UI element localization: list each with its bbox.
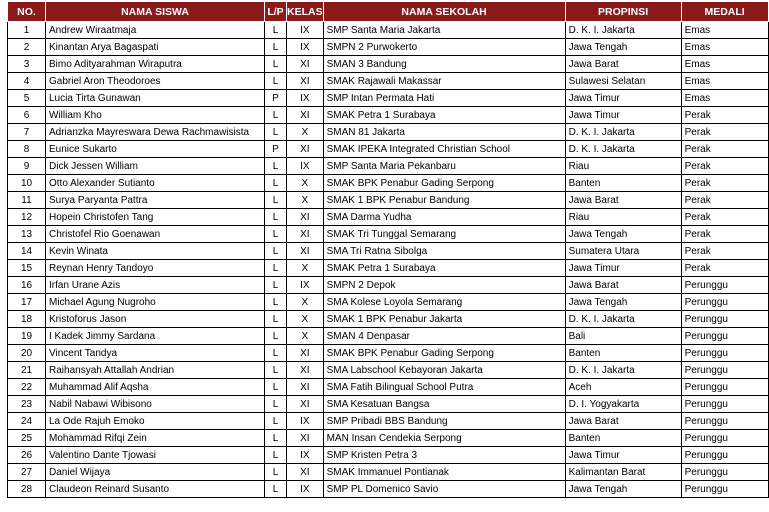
cell-nama-sekolah: SMAK Rajawali Makassar [323, 73, 565, 90]
table-row [8, 430, 769, 447]
cell-lp: L [265, 175, 287, 192]
cell-lp: L [265, 379, 287, 396]
table-row [8, 464, 769, 481]
cell-nama-sekolah: SMP Intan Permata Hati [323, 90, 565, 107]
cell-propinsi: Jawa Barat [565, 56, 681, 73]
table-row [8, 90, 769, 107]
cell-kelas: XI [287, 243, 324, 260]
cell-medali: Perak [681, 243, 768, 260]
cell-no: 4 [8, 73, 46, 90]
cell-nama-siswa: Raihansyah Attallah Andrian [46, 362, 265, 379]
table-row [8, 362, 769, 379]
cell-nama-siswa: Muhammad Alif Aqsha [46, 379, 265, 396]
cell-nama-sekolah: SMAN 81 Jakarta [323, 124, 565, 141]
cell-no: 20 [8, 345, 46, 362]
cell-no: 22 [8, 379, 46, 396]
cell-no: 19 [8, 328, 46, 345]
cell-no: 28 [8, 481, 46, 498]
cell-nama-sekolah: SMAK Tri Tunggal Semarang [323, 226, 565, 243]
cell-medali: Perunggu [681, 294, 768, 311]
cell-nama-sekolah: SMPN 2 Purwokerto [323, 39, 565, 56]
cell-lp: L [265, 328, 287, 345]
table-row [8, 124, 769, 141]
cell-kelas: X [287, 124, 324, 141]
cell-no: 7 [8, 124, 46, 141]
cell-lp: L [265, 107, 287, 124]
cell-lp: L [265, 39, 287, 56]
cell-nama-sekolah: SMP PL Domenico Savio [323, 481, 565, 498]
cell-lp: L [265, 345, 287, 362]
cell-nama-siswa: Adrianzka Mayreswara Dewa Rachmawisista [46, 124, 265, 141]
cell-no: 26 [8, 447, 46, 464]
cell-no: 27 [8, 464, 46, 481]
table-row [8, 413, 769, 430]
cell-medali: Perunggu [681, 379, 768, 396]
cell-nama-sekolah: SMA Kolese Loyola Semarang [323, 294, 565, 311]
table-row [8, 192, 769, 209]
cell-medali: Perunggu [681, 277, 768, 294]
cell-kelas: X [287, 294, 324, 311]
cell-nama-sekolah: SMP Kristen Petra 3 [323, 447, 565, 464]
cell-propinsi: Jawa Timur [565, 90, 681, 107]
cell-propinsi: D. K. I. Jakarta [565, 22, 681, 39]
cell-medali: Emas [681, 90, 768, 107]
cell-kelas: X [287, 175, 324, 192]
header-no: NO. [8, 2, 46, 22]
cell-nama-siswa: I Kadek Jimmy Sardana [46, 328, 265, 345]
cell-medali: Perunggu [681, 413, 768, 430]
cell-nama-sekolah: SMP Pribadi BBS Bandung [323, 413, 565, 430]
cell-no: 5 [8, 90, 46, 107]
cell-lp: L [265, 226, 287, 243]
cell-propinsi: Jawa Barat [565, 192, 681, 209]
cell-nama-siswa: Valentino Dante Tjowasi [46, 447, 265, 464]
cell-propinsi: Banten [565, 175, 681, 192]
cell-kelas: IX [287, 413, 324, 430]
cell-medali: Perunggu [681, 328, 768, 345]
cell-medali: Perak [681, 124, 768, 141]
table-row [8, 328, 769, 345]
cell-lp: L [265, 192, 287, 209]
cell-nama-siswa: Kevin Winata [46, 243, 265, 260]
cell-propinsi: D. I. Yogyakarta [565, 396, 681, 413]
cell-kelas: X [287, 328, 324, 345]
cell-kelas: XI [287, 107, 324, 124]
cell-kelas: XI [287, 464, 324, 481]
table-row [8, 345, 769, 362]
cell-nama-sekolah: SMAK Petra 1 Surabaya [323, 107, 565, 124]
cell-no: 9 [8, 158, 46, 175]
cell-propinsi: D. K. I. Jakarta [565, 141, 681, 158]
cell-lp: L [265, 22, 287, 39]
cell-lp: L [265, 158, 287, 175]
cell-nama-sekolah: MAN Insan Cendekia Serpong [323, 430, 565, 447]
cell-nama-siswa: Mohammad Rifqi Zein [46, 430, 265, 447]
cell-propinsi: Jawa Tengah [565, 294, 681, 311]
cell-nama-sekolah: SMAK IPEKA Integrated Christian School [323, 141, 565, 158]
cell-nama-siswa: Irfan Urane Azis [46, 277, 265, 294]
cell-medali: Perunggu [681, 464, 768, 481]
table-row [8, 311, 769, 328]
cell-medali: Perunggu [681, 447, 768, 464]
cell-lp: L [265, 396, 287, 413]
cell-medali: Emas [681, 73, 768, 90]
cell-nama-siswa: Vincent Tandya [46, 345, 265, 362]
cell-lp: L [265, 124, 287, 141]
cell-medali: Perak [681, 209, 768, 226]
cell-medali: Perak [681, 141, 768, 158]
cell-propinsi: D. K. I. Jakarta [565, 124, 681, 141]
cell-propinsi: Jawa Tengah [565, 39, 681, 56]
table-body [8, 22, 769, 498]
cell-no: 13 [8, 226, 46, 243]
cell-kelas: XI [287, 345, 324, 362]
table-row [8, 107, 769, 124]
cell-lp: L [265, 209, 287, 226]
cell-nama-sekolah: SMA Fatih Bilingual School Putra [323, 379, 565, 396]
cell-no: 8 [8, 141, 46, 158]
cell-kelas: XI [287, 56, 324, 73]
cell-lp: L [265, 311, 287, 328]
table-row [8, 243, 769, 260]
cell-medali: Emas [681, 22, 768, 39]
cell-nama-siswa: Bimo Adityarahman Wiraputra [46, 56, 265, 73]
cell-propinsi: Banten [565, 430, 681, 447]
cell-kelas: IX [287, 22, 324, 39]
cell-medali: Perunggu [681, 345, 768, 362]
cell-kelas: XI [287, 396, 324, 413]
cell-lp: L [265, 73, 287, 90]
cell-no: 17 [8, 294, 46, 311]
cell-no: 6 [8, 107, 46, 124]
cell-nama-sekolah: SMAK BPK Penabur Gading Serpong [323, 345, 565, 362]
cell-nama-sekolah: SMAK 1 BPK Penabur Jakarta [323, 311, 565, 328]
table-row [8, 481, 769, 498]
cell-propinsi: Bali [565, 328, 681, 345]
cell-lp: L [265, 464, 287, 481]
cell-nama-sekolah: SMA Darma Yudha [323, 209, 565, 226]
cell-propinsi: D. K. I. Jakarta [565, 311, 681, 328]
cell-nama-sekolah: SMAN 4 Denpasar [323, 328, 565, 345]
cell-nama-sekolah: SMAN 3 Bandung [323, 56, 565, 73]
table-row [8, 260, 769, 277]
cell-no: 16 [8, 277, 46, 294]
cell-kelas: XI [287, 379, 324, 396]
cell-propinsi: Jawa Timur [565, 260, 681, 277]
cell-nama-sekolah: SMA Kesatuan Bangsa [323, 396, 565, 413]
cell-kelas: IX [287, 39, 324, 56]
header-propinsi: PROPINSI [565, 2, 681, 22]
cell-no: 21 [8, 362, 46, 379]
cell-nama-siswa: Kristoforus Jason [46, 311, 265, 328]
cell-kelas: IX [287, 447, 324, 464]
table-row [8, 39, 769, 56]
table-row [8, 226, 769, 243]
cell-lp: L [265, 362, 287, 379]
header-nama-siswa: NAMA SISWA [46, 2, 265, 22]
table-row [8, 56, 769, 73]
cell-medali: Perak [681, 226, 768, 243]
header-kelas: KELAS [287, 2, 324, 22]
cell-propinsi: Riau [565, 209, 681, 226]
cell-no: 3 [8, 56, 46, 73]
cell-medali: Perak [681, 158, 768, 175]
cell-no: 10 [8, 175, 46, 192]
cell-kelas: IX [287, 277, 324, 294]
cell-nama-siswa: Otto Alexander Sutianto [46, 175, 265, 192]
medal-winners-table [7, 1, 769, 498]
cell-propinsi: Jawa Timur [565, 107, 681, 124]
table-row [8, 175, 769, 192]
cell-nama-sekolah: SMAK Immanuel Pontianak [323, 464, 565, 481]
cell-nama-siswa: Nabil Nabawi Wibisono [46, 396, 265, 413]
table-row [8, 379, 769, 396]
table-row [8, 396, 769, 413]
cell-propinsi: Jawa Barat [565, 277, 681, 294]
cell-medali: Perunggu [681, 430, 768, 447]
table-row [8, 209, 769, 226]
cell-nama-siswa: Andrew Wiraatmaja [46, 22, 265, 39]
cell-lp: L [265, 243, 287, 260]
table-row [8, 22, 769, 39]
cell-kelas: XI [287, 362, 324, 379]
header-medali: MEDALI [681, 2, 768, 22]
cell-nama-siswa: Kinantan Arya Bagaspati [46, 39, 265, 56]
table-row [8, 73, 769, 90]
cell-medali: Perak [681, 175, 768, 192]
cell-no: 15 [8, 260, 46, 277]
cell-nama-sekolah: SMP Santa Maria Jakarta [323, 22, 565, 39]
cell-lp: L [265, 413, 287, 430]
table-row [8, 447, 769, 464]
cell-medali: Perak [681, 107, 768, 124]
cell-kelas: X [287, 192, 324, 209]
cell-lp: L [265, 294, 287, 311]
cell-propinsi: Jawa Tengah [565, 226, 681, 243]
cell-no: 2 [8, 39, 46, 56]
cell-kelas: XI [287, 226, 324, 243]
cell-nama-sekolah: SMPN 2 Depok [323, 277, 565, 294]
table-row [8, 294, 769, 311]
cell-kelas: XI [287, 73, 324, 90]
cell-propinsi: Banten [565, 345, 681, 362]
cell-no: 24 [8, 413, 46, 430]
cell-kelas: IX [287, 481, 324, 498]
cell-propinsi: Jawa Barat [565, 413, 681, 430]
cell-nama-sekolah: SMA Tri Ratna Sibolga [323, 243, 565, 260]
cell-propinsi: Sulawesi Selatan [565, 73, 681, 90]
cell-lp: L [265, 277, 287, 294]
table-row [8, 277, 769, 294]
cell-no: 11 [8, 192, 46, 209]
cell-propinsi: Jawa Timur [565, 447, 681, 464]
cell-propinsi: Kalimantan Barat [565, 464, 681, 481]
cell-nama-siswa: Lucia Tirta Gunawan [46, 90, 265, 107]
cell-propinsi: Sumatera Utara [565, 243, 681, 260]
cell-nama-siswa: Gabriel Aron Theodoroes [46, 73, 265, 90]
header-nama-sekolah: NAMA SEKOLAH [323, 2, 565, 22]
cell-nama-sekolah: SMP Santa Maria Pekanbaru [323, 158, 565, 175]
cell-kelas: XI [287, 430, 324, 447]
header-lp: L/P [265, 2, 287, 22]
cell-kelas: IX [287, 90, 324, 107]
cell-nama-sekolah: SMAK BPK Penabur Gading Serpong [323, 175, 565, 192]
cell-nama-siswa: Michael Agung Nugroho [46, 294, 265, 311]
cell-medali: Emas [681, 39, 768, 56]
cell-lp: P [265, 141, 287, 158]
cell-medali: Perak [681, 260, 768, 277]
cell-no: 23 [8, 396, 46, 413]
cell-lp: L [265, 447, 287, 464]
cell-nama-siswa: Dick Jessen William [46, 158, 265, 175]
cell-nama-siswa: Daniel Wijaya [46, 464, 265, 481]
cell-kelas: IX [287, 158, 324, 175]
cell-lp: L [265, 56, 287, 73]
cell-nama-siswa: Hopein Christofen Tang [46, 209, 265, 226]
cell-kelas: XI [287, 209, 324, 226]
header-row [8, 2, 769, 22]
cell-medali: Perunggu [681, 362, 768, 379]
cell-nama-siswa: Eunice Sukarto [46, 141, 265, 158]
cell-propinsi: Jawa Tengah [565, 481, 681, 498]
cell-kelas: X [287, 311, 324, 328]
cell-nama-siswa: Reynan Henry Tandoyo [46, 260, 265, 277]
cell-nama-siswa: Christofel Rio Goenawan [46, 226, 265, 243]
cell-no: 14 [8, 243, 46, 260]
cell-lp: L [265, 430, 287, 447]
cell-nama-siswa: Surya Paryanta Pattra [46, 192, 265, 209]
table-row [8, 141, 769, 158]
cell-medali: Perunggu [681, 396, 768, 413]
cell-propinsi: D. K. I. Jakarta [565, 362, 681, 379]
cell-nama-siswa: Claudeon Reinard Susanto [46, 481, 265, 498]
cell-nama-siswa: La Ode Rajuh Emoko [46, 413, 265, 430]
cell-nama-sekolah: SMAK 1 BPK Penabur Bandung [323, 192, 565, 209]
cell-lp: P [265, 90, 287, 107]
cell-nama-sekolah: SMA Labschool Kebayoran Jakarta [323, 362, 565, 379]
cell-medali: Perunggu [681, 311, 768, 328]
table-row [8, 158, 769, 175]
cell-medali: Emas [681, 56, 768, 73]
cell-propinsi: Aceh [565, 379, 681, 396]
cell-medali: Perunggu [681, 481, 768, 498]
cell-medali: Perak [681, 192, 768, 209]
cell-kelas: XI [287, 141, 324, 158]
cell-lp: L [265, 481, 287, 498]
cell-nama-siswa: William Kho [46, 107, 265, 124]
cell-no: 12 [8, 209, 46, 226]
cell-lp: L [265, 260, 287, 277]
cell-propinsi: Riau [565, 158, 681, 175]
cell-no: 25 [8, 430, 46, 447]
cell-no: 1 [8, 22, 46, 39]
cell-no: 18 [8, 311, 46, 328]
cell-nama-sekolah: SMAK Petra 1 Surabaya [323, 260, 565, 277]
cell-kelas: X [287, 260, 324, 277]
